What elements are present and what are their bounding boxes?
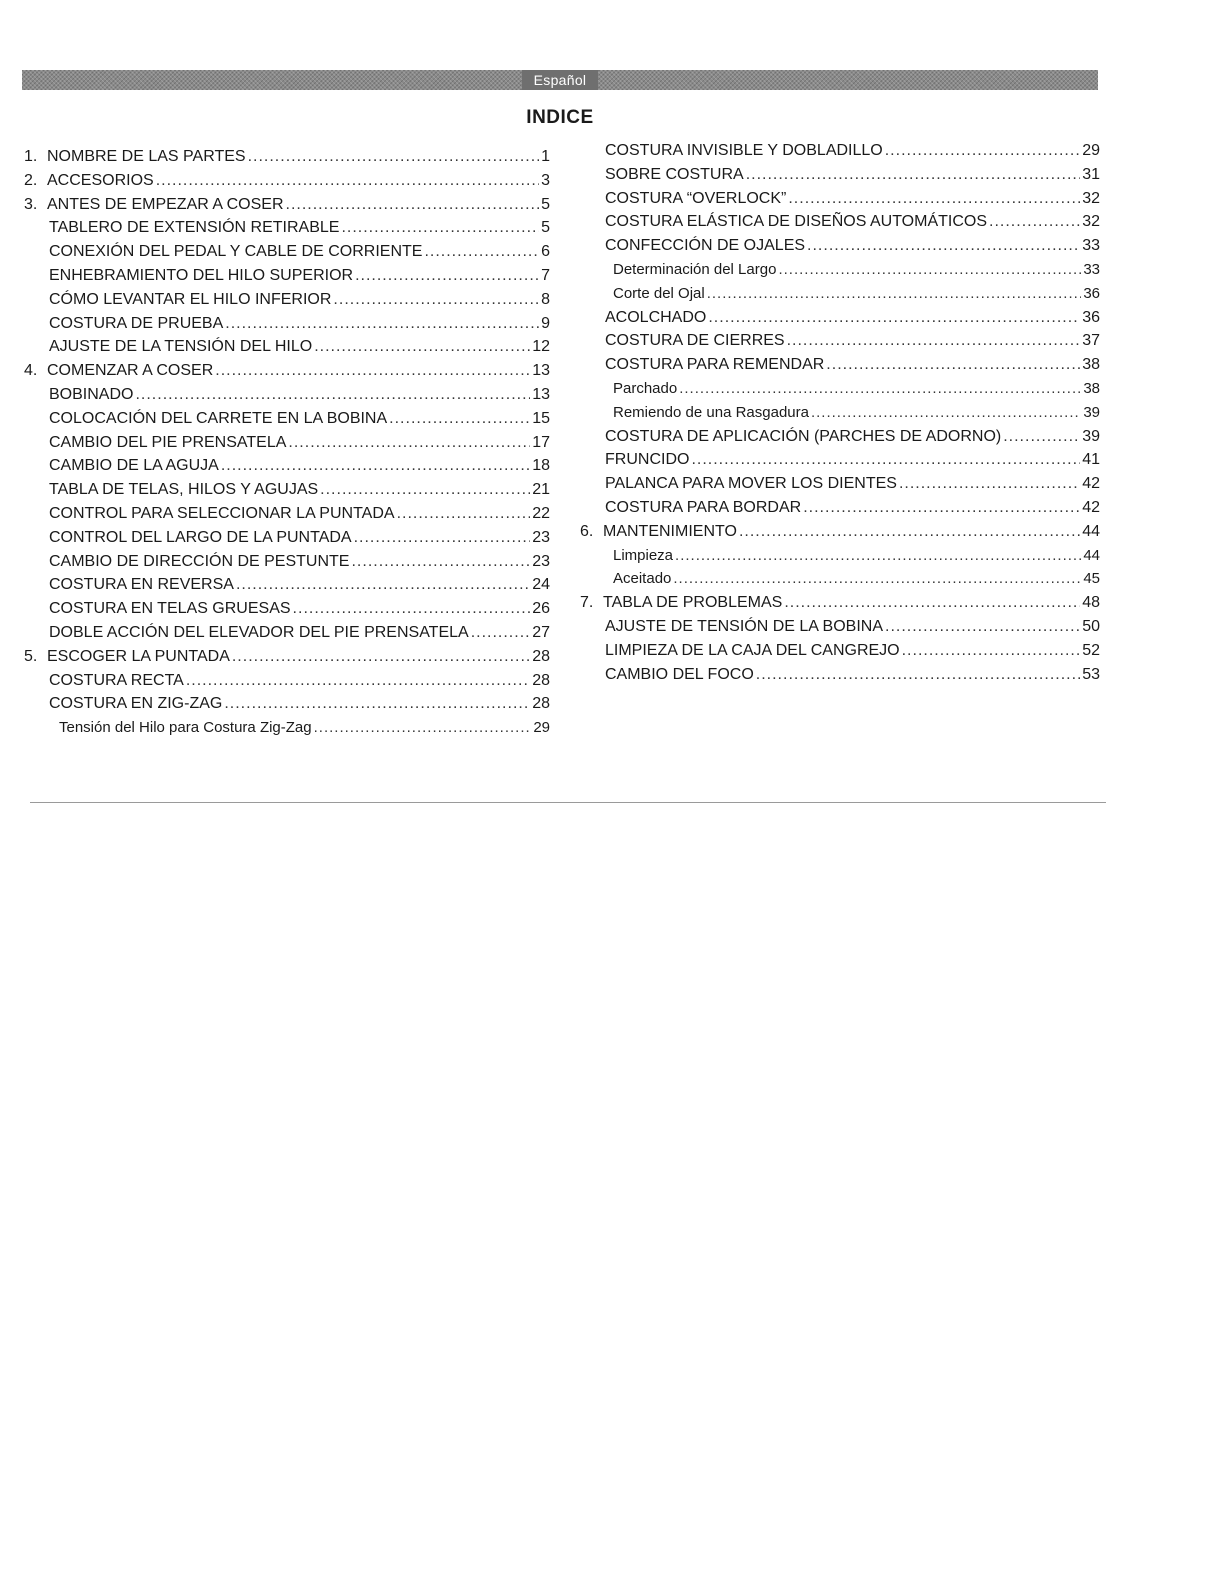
toc-dot-leader — [787, 332, 1081, 350]
toc-entry-page: 41 — [1082, 451, 1100, 469]
toc-entry — [24, 600, 550, 624]
toc-entry-page: 28 — [532, 671, 550, 689]
toc-entry-page: 52 — [1082, 641, 1100, 659]
toc-entry-page: 38 — [1082, 356, 1100, 374]
toc-entry-label: COSTURA PARA REMENDAR — [605, 356, 825, 374]
toc-entry — [580, 213, 1100, 237]
toc-entry — [580, 166, 1100, 190]
toc-dot-leader — [778, 261, 1081, 278]
toc-dot-leader — [902, 642, 1081, 660]
toc-entry — [24, 576, 550, 600]
toc-entry — [24, 338, 550, 362]
toc-dot-leader — [288, 434, 530, 452]
language-label: Español — [522, 70, 599, 90]
toc-dot-leader — [224, 695, 530, 713]
toc-entry-label: Remiendo de una Rasgadura — [613, 403, 809, 421]
toc-entry — [580, 499, 1100, 523]
toc-entry-page: 39 — [1082, 427, 1100, 445]
toc-entry-label: COSTURA DE PRUEBA — [49, 314, 224, 332]
toc-dot-leader — [989, 213, 1080, 231]
toc-entry-page: 13 — [532, 362, 550, 380]
toc-entry-label: AJUSTE DE TENSIÓN DE LA BOBINA — [605, 617, 883, 635]
toc-dot-leader — [156, 172, 539, 190]
language-bar — [22, 70, 1098, 90]
toc-entry — [24, 624, 550, 648]
toc-entry-page: 48 — [1082, 594, 1100, 612]
toc-entry-label: ESCOGER LA PUNTADA — [47, 647, 230, 665]
toc-entry — [580, 642, 1100, 666]
toc-entry-page: 36 — [1083, 284, 1100, 302]
toc-entry-label: CAMBIO DEL PIE PRENSATELA — [49, 433, 287, 451]
toc-entry-page: 26 — [532, 600, 550, 618]
toc-entry-page: 39 — [1083, 403, 1100, 421]
toc-dot-leader — [215, 362, 530, 380]
toc-entry — [24, 672, 550, 696]
toc-entry — [24, 505, 550, 529]
toc-entry-label: COSTURA RECTA — [49, 671, 184, 689]
toc-entry — [24, 219, 550, 243]
toc-entry-page: 32 — [1082, 189, 1100, 207]
toc-entry-label: COSTURA EN TELAS GRUESAS — [49, 600, 291, 618]
toc-dot-leader — [811, 404, 1081, 421]
toc-entry-page: 53 — [1082, 665, 1100, 683]
toc-dot-leader — [333, 291, 539, 309]
toc-entry-label: Aceitado — [613, 570, 672, 588]
toc-dot-leader — [803, 499, 1080, 517]
toc-entry-label: CONEXIÓN DEL PEDAL Y CABLE DE CORRIENTE — [49, 243, 423, 261]
toc-entry-number: 2. — [24, 171, 38, 189]
toc-dot-leader — [1003, 428, 1080, 446]
toc-entry-label: ENHEBRAMIENTO DEL HILO SUPERIOR — [49, 266, 354, 284]
toc-entry — [24, 386, 550, 410]
toc-entry-page: 37 — [1082, 332, 1100, 350]
toc-entry-page: 8 — [541, 290, 550, 308]
toc-entry-label: BOBINADO — [49, 385, 134, 403]
toc-entry-page: 6 — [541, 243, 550, 261]
toc-dot-leader — [784, 594, 1080, 612]
toc-entry-label: COMENZAR A COSER — [47, 362, 214, 380]
toc-dot-leader — [221, 457, 530, 475]
toc-entry — [580, 523, 1100, 547]
toc-entry-label: NOMBRE DE LAS PARTES — [47, 148, 246, 165]
toc-entry-page: 29 — [1082, 142, 1100, 159]
toc-dot-leader — [236, 576, 530, 594]
toc-dot-leader — [756, 666, 1080, 684]
toc-entry-page: 42 — [1082, 475, 1100, 493]
toc-entry — [580, 570, 1100, 594]
toc-entry-label: CONTROL PARA SELECCIONAR LA PUNTADA — [49, 504, 395, 522]
toc-entry — [24, 148, 550, 172]
toc-dot-leader — [679, 380, 1081, 397]
toc-dot-leader — [471, 624, 531, 642]
toc-entry-label: CAMBIO DE DIRECCIÓN DE PESTUNTE — [49, 552, 350, 570]
toc-dot-leader — [389, 410, 530, 428]
toc-entry-label: DOBLE ACCIÓN DEL ELEVADOR DEL PIE PRENSATELA — [49, 623, 469, 641]
toc-entry-label: FRUNCIDO — [605, 451, 690, 469]
toc-dot-leader — [225, 315, 539, 333]
toc-entry — [580, 594, 1100, 618]
toc-entry — [580, 451, 1100, 475]
toc-entry-page: 23 — [532, 552, 550, 570]
toc-entry — [580, 475, 1100, 499]
toc-entry-label: CÓMO LEVANTAR EL HILO INFERIOR — [49, 290, 332, 308]
toc-entry-label: Corte del Ojal — [613, 284, 705, 302]
toc-entry-label: TABLA DE TELAS, HILOS Y AGUJAS — [49, 481, 319, 499]
toc-entry-label: COLOCACIÓN DEL CARRETE EN LA BOBINA — [49, 409, 388, 427]
toc-entry — [580, 190, 1100, 214]
page-title: INDICE — [526, 107, 594, 128]
toc-entry-page: 23 — [532, 528, 550, 546]
toc-entry-number: 7. — [580, 594, 594, 612]
toc-entry-page: 13 — [532, 385, 550, 403]
toc-dot-leader — [424, 243, 539, 261]
toc-entry-page: 42 — [1082, 498, 1100, 516]
toc-entry-label: ANTES DE EMPEZAR A COSER — [47, 195, 284, 213]
toc-right-column — [580, 142, 1100, 689]
toc-entry — [24, 648, 550, 672]
toc-entry-page: 45 — [1083, 570, 1100, 588]
toc-dot-leader — [707, 285, 1082, 302]
toc-entry-page: 38 — [1083, 379, 1100, 397]
toc-entry — [24, 315, 550, 339]
toc-entry-page: 28 — [532, 695, 550, 713]
toc-dot-leader — [320, 481, 530, 499]
toc-entry-page: 1 — [541, 148, 550, 165]
toc-entry — [580, 332, 1100, 356]
toc-entry-page: 29 — [533, 719, 550, 737]
toc-dot-leader — [675, 547, 1081, 564]
toc-entry-label: SOBRE COSTURA — [605, 165, 744, 183]
toc-dot-leader — [673, 570, 1081, 587]
toc-entry-number: 5. — [24, 647, 38, 665]
toc-entry-number: 4. — [24, 362, 38, 380]
toc-entry-label: ACOLCHADO — [605, 308, 707, 326]
toc-entry-page: 21 — [532, 481, 550, 499]
toc-entry — [580, 285, 1100, 309]
toc-entry-label: MANTENIMIENTO — [603, 522, 737, 540]
toc-entry-page: 18 — [532, 457, 550, 475]
toc-entry-page: 17 — [532, 433, 550, 451]
toc-entry-label: CONTROL DEL LARGO DE LA PUNTADA — [49, 528, 352, 546]
toc-entry-page: 5 — [541, 219, 550, 237]
toc-entry-label: COSTURA “OVERLOCK” — [605, 189, 787, 207]
toc-entry-page: 22 — [532, 504, 550, 522]
toc-entry — [24, 457, 550, 481]
toc-entry-page: 28 — [532, 647, 550, 665]
toc-entry-number: 3. — [24, 195, 38, 213]
toc-entry — [24, 196, 550, 220]
toc-dot-leader — [899, 475, 1080, 493]
toc-entry — [580, 309, 1100, 333]
toc-entry — [24, 243, 550, 267]
toc-entry-label: CAMBIO DEL FOCO — [605, 665, 754, 683]
toc-dot-leader — [691, 451, 1080, 469]
toc-entry-label: Determinación del Largo — [613, 260, 777, 278]
toc-entry-page: 7 — [541, 266, 550, 284]
toc-entry-label: CAMBIO DE LA AGUJA — [49, 457, 219, 475]
toc-entry-label: LIMPIEZA DE LA CAJA DEL CANGREJO — [605, 641, 900, 659]
toc-entry — [580, 547, 1100, 571]
toc-dot-leader — [186, 672, 530, 690]
toc-dot-leader — [355, 267, 539, 285]
toc-entry-label: ACCESORIOS — [47, 171, 154, 189]
toc-dot-leader — [314, 338, 530, 356]
toc-entry-label: TABLERO DE EXTENSIÓN RETIRABLE — [49, 219, 340, 237]
toc-entry-label: COSTURA EN ZIG-ZAG — [49, 695, 223, 713]
toc-dot-leader — [286, 196, 540, 214]
toc-entry-label: COSTURA EN REVERSA — [49, 576, 234, 594]
toc-dot-leader — [293, 600, 531, 618]
toc-entry — [580, 237, 1100, 261]
toc-entry-page: 44 — [1082, 522, 1100, 540]
toc-dot-leader — [885, 618, 1080, 636]
toc-entry — [580, 142, 1100, 166]
toc-dot-leader — [885, 142, 1080, 160]
toc-dot-leader — [341, 219, 539, 237]
toc-dot-leader — [739, 523, 1080, 541]
bottom-divider — [30, 802, 1106, 803]
toc-entry-label: CONFECCIÓN DE OJALES — [605, 237, 806, 255]
toc-entry-page: 50 — [1082, 617, 1100, 635]
toc-entry — [24, 291, 550, 315]
toc-dot-leader — [708, 309, 1080, 327]
toc-entry-page: 15 — [532, 409, 550, 427]
toc-entry — [580, 666, 1100, 690]
toc-entry — [580, 618, 1100, 642]
toc-dot-leader — [354, 529, 531, 547]
toc-entry — [580, 356, 1100, 380]
toc-entry — [24, 434, 550, 458]
toc-entry-label: COSTURA INVISIBLE Y DOBLADILLO — [605, 142, 883, 159]
toc-dot-leader — [135, 386, 530, 404]
toc-entry-page: 5 — [541, 195, 550, 213]
toc-entry — [24, 719, 550, 743]
toc-dot-leader — [397, 505, 531, 523]
toc-entry-page: 44 — [1083, 546, 1100, 564]
toc-dot-leader — [232, 648, 530, 666]
toc-entry — [24, 529, 550, 553]
toc-dot-leader — [788, 190, 1080, 208]
toc-dot-leader — [351, 553, 530, 571]
toc-entry-page: 12 — [532, 338, 550, 356]
toc-entry-page: 33 — [1082, 237, 1100, 255]
toc-entry — [580, 380, 1100, 404]
toc-entry-label: COSTURA DE CIERRES — [605, 332, 785, 350]
toc-left-column — [24, 148, 550, 743]
toc-entry — [24, 481, 550, 505]
toc-entry-label: Parchado — [613, 379, 678, 397]
toc-entry-label: COSTURA PARA BORDAR — [605, 498, 802, 516]
toc-entry — [580, 404, 1100, 428]
toc-entry-page: 31 — [1082, 165, 1100, 183]
toc-entry-number: 6. — [580, 522, 594, 540]
toc-entry-page: 24 — [532, 576, 550, 594]
toc-entry-number: 1. — [24, 148, 38, 165]
toc-entry — [24, 267, 550, 291]
toc-entry-label: TABLA DE PROBLEMAS — [603, 594, 783, 612]
toc-entry-page: 27 — [532, 623, 550, 641]
toc-entry-page: 33 — [1083, 260, 1100, 278]
toc-dot-leader — [746, 166, 1081, 184]
toc-entry — [580, 428, 1100, 452]
toc-dot-leader — [826, 356, 1080, 374]
toc-entry — [24, 695, 550, 719]
toc-entry-page: 9 — [541, 314, 550, 332]
toc-entry-label: COSTURA ELÁSTICA DE DISEÑOS AUTOMÁTICOS — [605, 213, 988, 231]
toc-entry — [24, 410, 550, 434]
toc-entry — [580, 261, 1100, 285]
toc-dot-leader — [807, 237, 1080, 255]
toc-entry-label: Tensión del Hilo para Costura Zig-Zag — [59, 719, 312, 737]
toc-entry-page: 36 — [1082, 308, 1100, 326]
toc-entry-label: COSTURA DE APLICACIÓN (PARCHES DE ADORNO) — [605, 427, 1002, 445]
toc-entry-label: Limpieza — [613, 546, 674, 564]
toc-entry-label: PALANCA PARA MOVER LOS DIENTES — [605, 475, 897, 493]
toc-entry-page: 3 — [541, 171, 550, 189]
toc-entry-page: 32 — [1082, 213, 1100, 231]
toc-dot-leader — [314, 719, 532, 736]
toc-dot-leader — [248, 148, 540, 166]
toc-entry — [24, 172, 550, 196]
toc-entry-label: AJUSTE DE LA TENSIÓN DEL HILO — [49, 338, 313, 356]
toc-entry — [24, 362, 550, 386]
toc-entry — [24, 553, 550, 577]
